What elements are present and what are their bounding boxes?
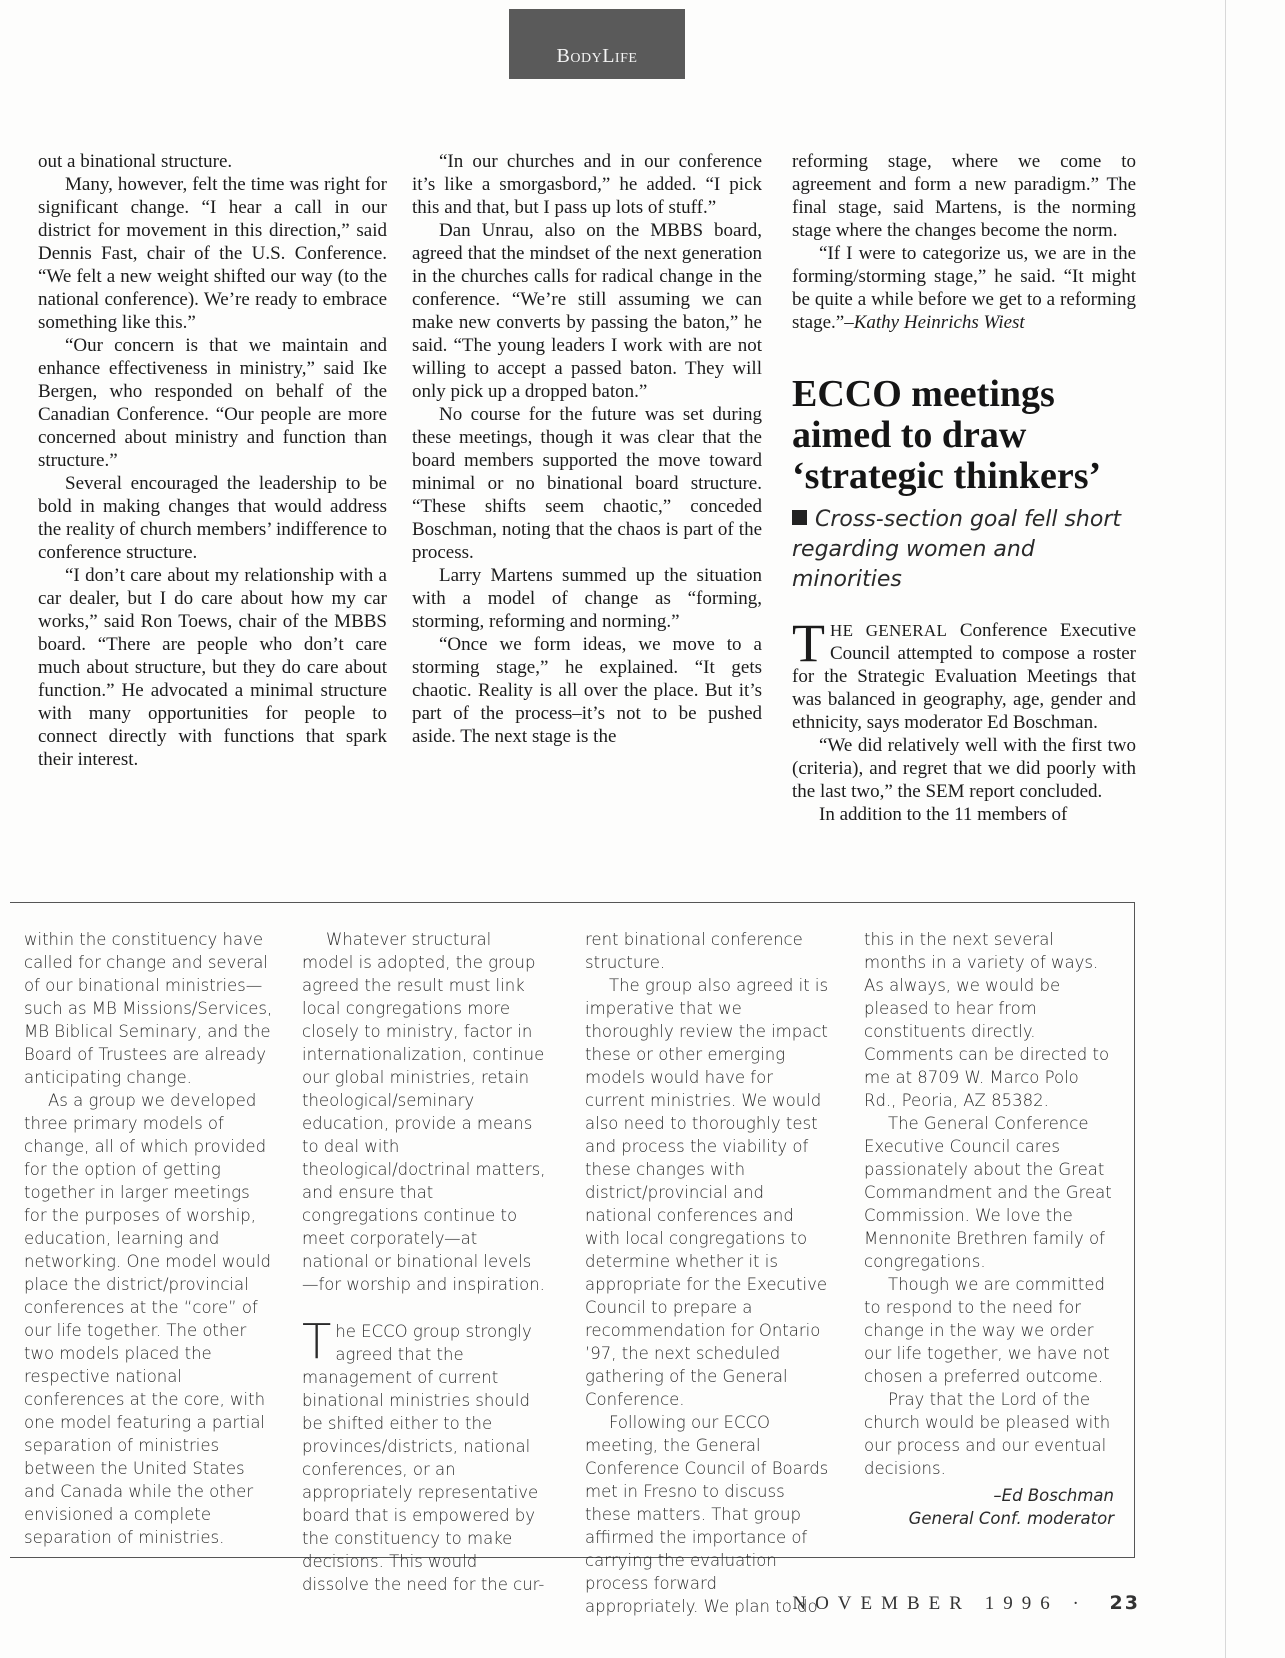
page-number: 23 <box>1109 1592 1140 1614</box>
paragraph: The General Conference Executive Council cares passionately about the Great Commandment and the Great Commission. We love the Mennonite Brethren family of congregations. <box>864 1114 1112 1271</box>
lead-caps: HE GENERAL <box>830 621 948 640</box>
top-column-2 <box>412 150 762 748</box>
lead-paragraph <box>792 613 1137 734</box>
paragraph: reforming stage, where we come to agreement and form a new paradigm.” The final stage, said Martens, is the norming stage where the changes become the norm. <box>792 151 1136 241</box>
deck-text: Cross-section goal fell short regarding women and minorities <box>792 507 1122 592</box>
paragraph: Whatever structural model is adopted, the group agreed the result must link local congregations more closely to ministry, factor in internationalization, continue our global ministries, retain theological/seminary education, provide a means to deal with theological/doctrinal matters, and ensure that congregations continue to meet corporately—at national or binational levels—for worship and inspiration. <box>302 930 546 1294</box>
drop-cap: T <box>792 613 825 673</box>
signature-name: –Ed Boschman <box>993 1486 1114 1505</box>
paragraph: “Once we form ideas, we move to a storming stage,” he explained. “It gets chaotic. Reality is all over the place. But it’s part of the process–it’s not to be pushed aside. The next stage is the <box>412 634 762 747</box>
top-column-1 <box>38 150 387 771</box>
paragraph: within the constituency have called for change and several of our binational ministries—such as MB Missions/Services, MB Biblical Seminary, and the Board of Trustees are already anticipating change. <box>24 930 273 1087</box>
paragraph-text: “If I were to categorize us, we are in the forming/storming stage,” he said. “It might be quite a while before we get to a reforming stage.” <box>792 243 1136 333</box>
paragraph: The group also agreed it is imperative that we thoroughly review the impact these or other emerging models would have for current ministries. We would also need to thoroughly test and process the viability of these changes with district/provincial and national conferences and with local congregations to determine whether it is appropriate for the Executive Council to prepare a recommendation for Ontario ’97, the next scheduled gathering of the General Conference. <box>585 976 829 1409</box>
top-column-3 <box>792 150 1136 826</box>
paragraph: Following our ECCO meeting, the General Conference Council of Boards met in Fresno to discuss these matters. That group affirmed the importance of carrying the evaluation process forward appropriately. We plan to do <box>585 1413 829 1616</box>
signature <box>864 1484 1114 1530</box>
paragraph: Larry Martens summed up the situation with a model of change as “forming, storming, reforming and norming.” <box>412 565 762 632</box>
paragraph: rent binational conference structure. <box>585 930 803 972</box>
drop-letter: T <box>302 1314 332 1370</box>
paragraph: “We did relatively well with the first two (criteria), and regret that we did poorly with the last two,” the SEM report concluded. <box>792 735 1136 802</box>
sidebar-column-2 <box>302 928 547 1596</box>
sidebar-column-4 <box>864 928 1114 1530</box>
article-deck <box>792 505 1136 595</box>
paragraph-with-byline <box>792 242 1136 334</box>
paragraph-with-drop-letter <box>302 1314 547 1596</box>
paragraph: As a group we developed three primary models of change, all of which provided for the option of getting together in larger meetings for the purposes of worship, education, learning and networking. One model would place the district/provincial conferences at the “core” of our life together. The other two models placed the respective national conferences at the core, with one model featuring a partial separation of ministries between the United States and Canada while the other envisioned a complete separation of ministries. <box>24 1091 272 1547</box>
paragraph: Several encouraged the leadership to be bold in making changes that would address the reality of church members’ indifference to conference structure. <box>38 473 387 563</box>
paragraph: this in the next several months in a variety of ways. As always, we would be pleased to hear from constituents directly. Comments can be directed to me at 8709 W. Marco Polo Rd., Peoria, AZ 85382. <box>864 930 1110 1110</box>
signature-title: General Conf. moderator <box>908 1509 1114 1528</box>
sidebar-column-3 <box>585 928 830 1618</box>
paragraph: Though we are committed to respond to the need for change in the way we order our life together, we have not chosen a preferred outcome. <box>864 1275 1110 1386</box>
paragraph: out a binational structure. <box>38 151 233 172</box>
square-bullet-icon <box>792 510 807 525</box>
article-headline: ECCO meetings aimed to draw ‘strategic thinkers’ <box>792 373 1102 497</box>
section-banner <box>509 9 685 79</box>
sidebar-column-1 <box>24 928 274 1549</box>
paragraph: “In our churches and in our conference it’s like a smorgasbord,” he added. “I pick this and that, but I pass up lots of stuff.” <box>412 151 762 218</box>
paragraph: No course for the future was set during these meetings, though it was clear that the board members supported the move toward minimal or no binational board structure. “These shifts seem chaotic,” conceded Boschman, noting that the chaos is part of the process. <box>412 404 762 563</box>
section-label: BodyLife <box>556 44 638 67</box>
byline: –Kathy Heinrichs Wiest <box>844 312 1025 333</box>
page-edge-line <box>1225 0 1226 1658</box>
issue-date: NOVEMBER 1996 <box>792 1593 1059 1614</box>
lead-text: Conference Executive Council attempted to compose a roster for the Strategic Evaluation Meetings that was balanced in geography, age, gender and ethnicity, says moderator Ed Boschman. <box>792 620 1137 733</box>
folio-separator: · <box>1072 1593 1088 1614</box>
paragraph: Dan Unrau, also on the MBBS board, agreed that the mindset of the next generation in the churches calls for radical change in the conference. “We’re still assuming we can make new converts by passing the baton,” he said. “The young leaders I work with are not willing to accept a passed baton. They will only pick up a dropped baton.” <box>412 220 762 402</box>
paragraph: Pray that the Lord of the church would be pleased with our process and our eventual decisions. <box>864 1390 1111 1478</box>
page-folio <box>760 1592 1140 1615</box>
paragraph: “Our concern is that we maintain and enhance effectiveness in ministry,” said Ike Bergen, who responded on behalf of the Canadian Conference. “Our people are more concerned about ministry and function than structure.” <box>38 335 387 471</box>
paragraph: “I don’t care about my relationship with a car dealer, but I do care about how my car works,” said Ron Toews, chair of the MBBS board. “There are people who don’t care much about structure, but they do care about function.” He advocated a minimal structure with many opportunities for people to connect directly with functions that spark their interest. <box>38 565 387 770</box>
paragraph-text: he ECCO group strongly agreed that the management of current binational ministries should be shifted either to the provinces/districts, national conferences, or an appropriately representative board that is empowered by the constituency to make decisions. This would dissolve the need for the cur- <box>302 1322 545 1594</box>
paragraph: In addition to the 11 members of <box>819 804 1068 825</box>
paragraph: Many, however, felt the time was right for significant change. “I hear a call in our district for movement in this direction,” said Dennis Fast, chair of the U.S. Conference. “We felt a new weight shifted our way (to the national conference). We’re ready to embrace something like this.” <box>38 174 387 333</box>
